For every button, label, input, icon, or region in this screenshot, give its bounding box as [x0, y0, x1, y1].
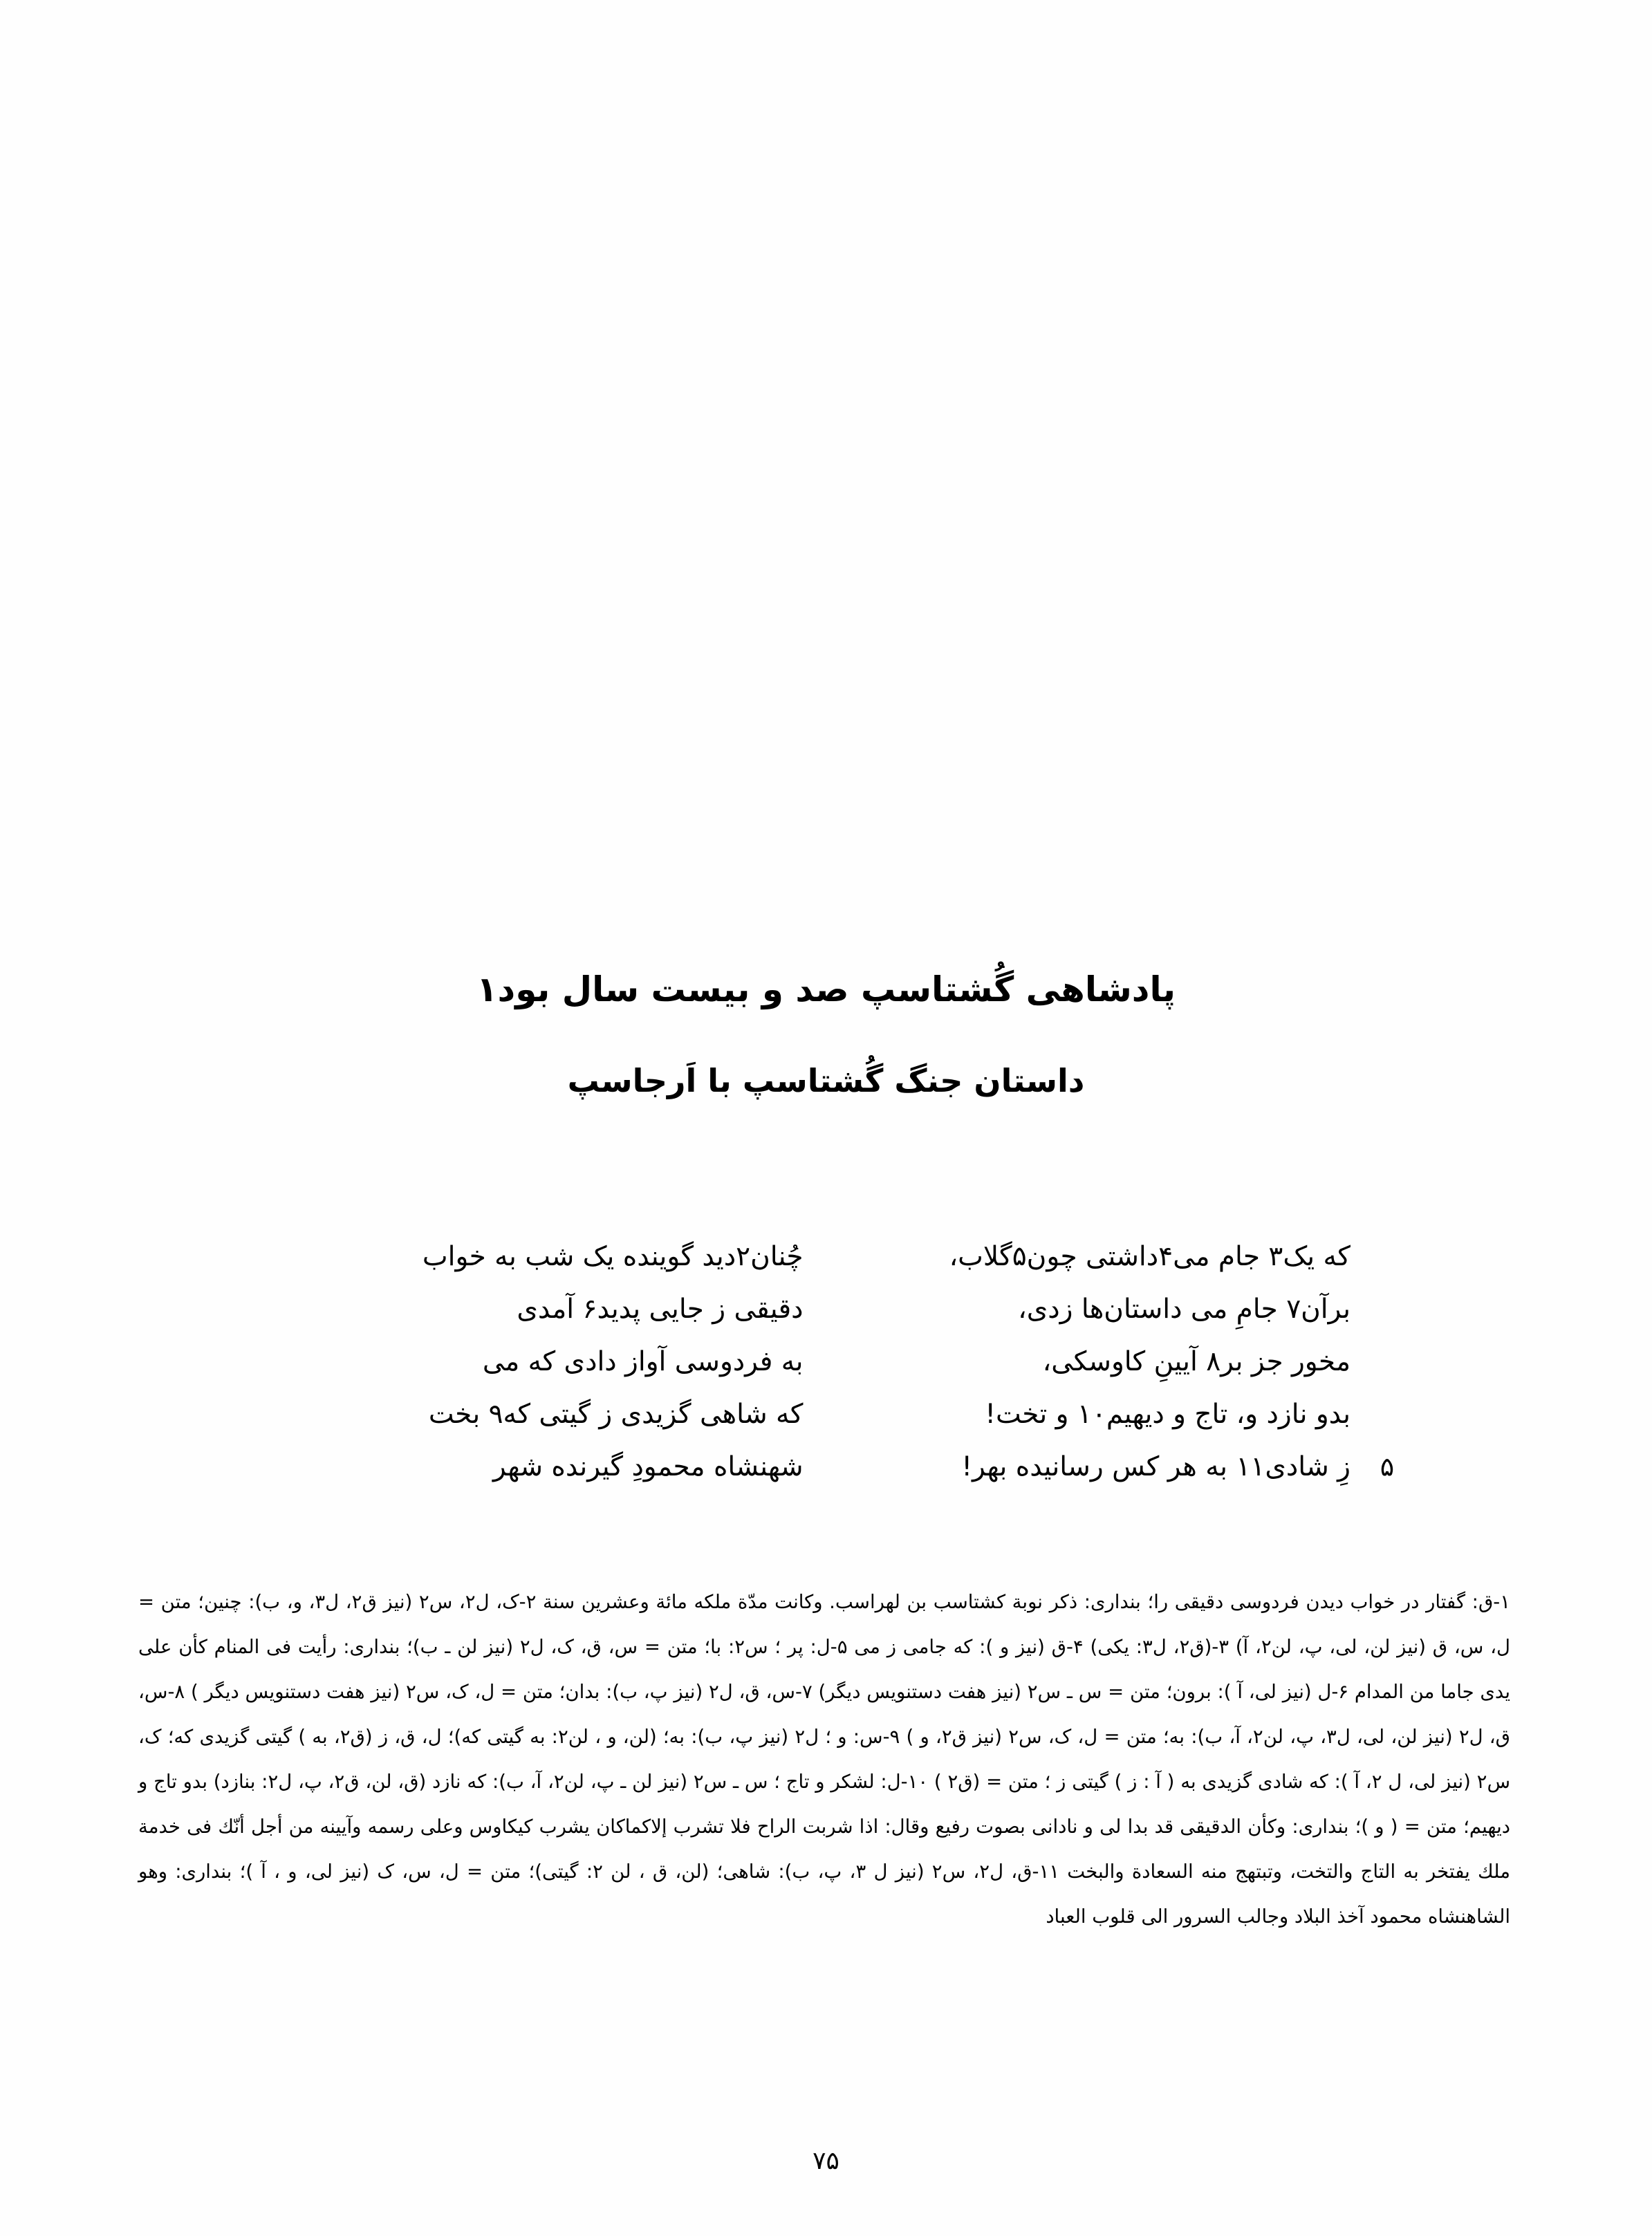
page-title: پادشاهی گُشتاسپ صد و بیست سال بود۱: [476, 969, 1176, 1009]
verse-hemistich-right: [228, 1241, 804, 1272]
page-headings: [0, 968, 1652, 1101]
verse-hemistich-right: [228, 1451, 804, 1482]
page-number: ۷۵: [813, 2147, 839, 2175]
verse-hemistich-left: [804, 1399, 1358, 1430]
verse-row: [228, 1346, 1417, 1399]
verse-hemistich-left: [804, 1241, 1358, 1272]
footnote-text: ۱-ق: گفتار در خواب دیدن فردوسی دقیقی را؛ بنداری: ذکر نوبة كشتاسب بن لهراسب. وكانت مدّة ملكه مائة وعشرین سنة ۲-ک، ل۲، س۲ (نیز ق۲، ل۳، و، ب): چنین؛ متن = ل، س، ق (نیز لن، لی، پ، لن۲، آ) ۳-(ق۲، ل۳: یکی) ۴-ق (نیز و ): که جامی ز می ۵-ل: پر ؛ س۲: با؛ متن = س، ق، ک، ل۲ (نیز لن ـ ب)؛ بنداری: رأیت فی المنام كأن علی یدی جاما من المدام ۶-ل (نیز لی، آ ): برون؛ متن = س ـ س۲ (نیز هفت دستنویس دیگر) ۷-س، ق، ل۲ (نیز پ، ب): بدان؛ متن = ل، ک، س۲ (نیز هفت دستنویس دیگر ) ۸-س، ق، ل۲ (نیز لن، لی، ل۳، پ، لن۲، آ، ب): به؛ متن = ل، ک، س۲ (نیز ق۲، و ) ۹-س: و ؛ ل۲ (نیز پ، ب): به؛ (لن، و ، لن۲: به گیتی که)؛ ل، ق، ز (ق۲، به ) گیتی گزیدی که؛ ک، س۲ (نیز لی، ل ۲، آ ): که شادی گزیدی به ( آ : ز ) گیتی ز ؛ متن = (ق۲ ) ۱۰-ل: لشکر و تاج ؛ س ـ س۲ (نیز لن ـ پ، لن۲، آ، ب): که نازد (ق، لن، ق۲، پ، ل۲: بنازد) بدو تاج و دیهیم؛ متن = ( و )؛ بنداری: وكأن الدقیقی قد بدا لی و نادانی بصوت رفیع وقال: اذا شربت الراح فلا تشرب إلاكماكان یشرب كیكاوس وعلی رسمه وآیینه من أجل أنّك فی خدمة ملك یفتخر به التاج والتخت، وتبتهج منه السعادة والبخت ۱۱-ق، ل۲، س۲ (نیز ل ۳، پ، ب): شاهی؛ (لن، ق ، لن ۲: گیتی)؛ متن = ل، س، ک (نیز لی، و ، آ )؛ بنداری: وهو الشاهنشاه محمود آخذ البلاد وجالب السرور الی قلوب العباد: [138, 1591, 1511, 1928]
hemistich-text: شهنشاه محمودِ گیرنده شهر: [492, 1451, 804, 1482]
verse-block: [228, 1241, 1417, 1504]
hemistich-text: دقیقی ز جایی پدید۶ آمدی: [517, 1294, 804, 1325]
hemistich-text: مخور جز بر۸ آیینِ کاوسکی،: [1042, 1346, 1351, 1377]
verse-hemistich-left: [804, 1294, 1358, 1325]
verse-hemistich-left: [804, 1346, 1358, 1377]
verse-row: [228, 1451, 1417, 1504]
page-subtitle: داستان جنگ گُشتاسپ با اَرجاسپ: [567, 1061, 1085, 1099]
verse-hemistich-right: [228, 1346, 804, 1377]
verse-row: [228, 1294, 1417, 1346]
verse-row: [228, 1399, 1417, 1451]
hemistich-text: بدو نازد و، تاج و دیهیم۱۰ و تخت!: [985, 1399, 1351, 1430]
verse-line-number: ۵: [1380, 1451, 1395, 1482]
hemistich-text: به فردوسی آواز دادی که می: [482, 1346, 804, 1377]
hemistich-text: که یک۳ جام می۴داشتی چون۵گلاب،: [949, 1241, 1351, 1272]
verse-hemistich-right: [228, 1294, 804, 1325]
hemistich-text: چُنان۲دید گوینده یک شب به خواب: [422, 1241, 804, 1272]
verse-hemistich-left: [804, 1451, 1358, 1482]
hemistich-text: که شاهی گزیدی ز گیتی که۹ بخت: [428, 1399, 804, 1430]
verse-hemistich-right: [228, 1399, 804, 1430]
hemistich-text: برآن۷ جامِ می داستان‌ها زدی،: [1018, 1294, 1351, 1325]
hemistich-text: زِ شادی۱۱ به هر کس رسانیده بهر!: [961, 1451, 1351, 1482]
verse-row: [228, 1241, 1417, 1294]
footnote-apparatus: [138, 1580, 1510, 1939]
